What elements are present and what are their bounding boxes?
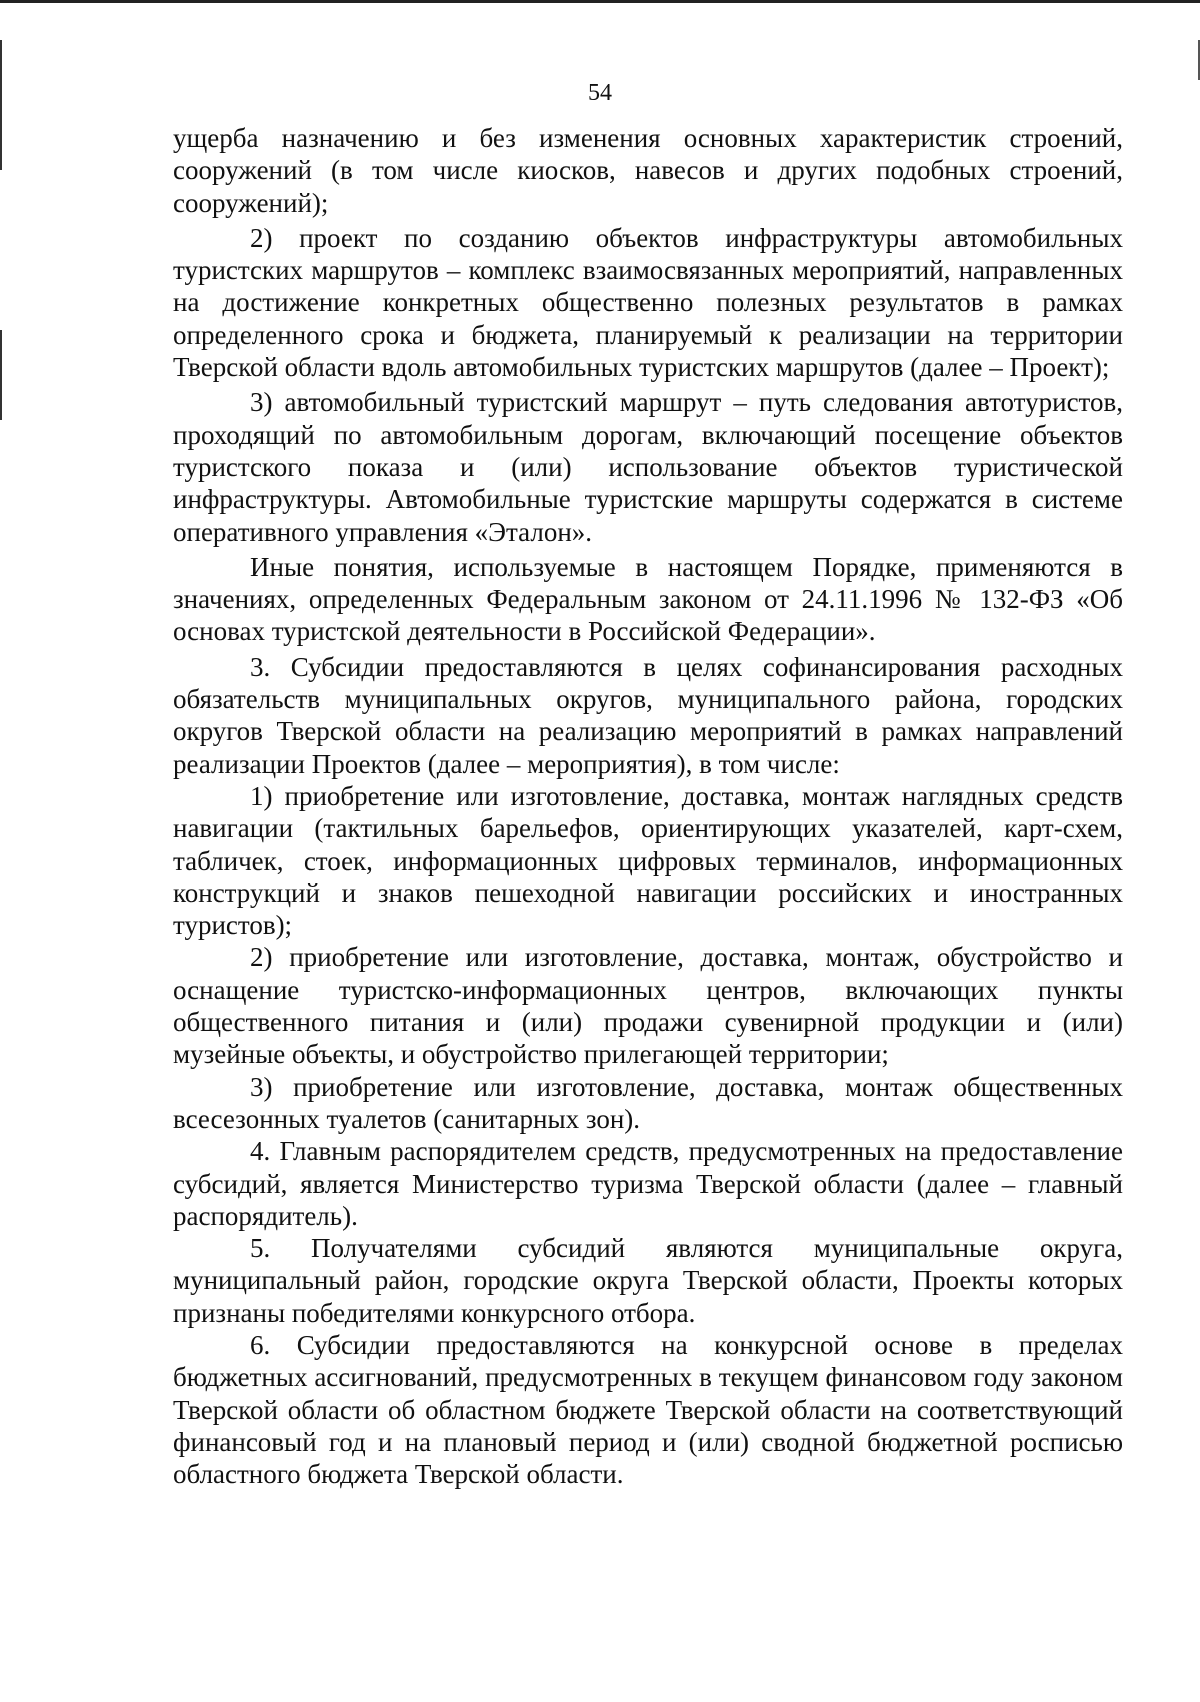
paragraph-definition-route: 3) автомобильный туристский маршрут – путь следования автотуристов, проходящий по автомобильным дорогам, включающий посещение объектов туристского показа и (или) использование объектов туристической инфраструктуры. Автомобильные туристские маршруты содержатся в системе оперативного управления «Эталон». — [173, 387, 1123, 547]
paragraph-section-6: 6. Субсидии предоставляются на конкурсной основе в пределах бюджетных ассигнований, предусмотренных в текущем финансовом году законом Тверской области об областном бюджете Тверской области на соответствующий финансовый год и на плановый период и (или) сводной бюджетной росписью областного бюджета Тверской области. — [173, 1329, 1123, 1490]
paragraph-section-5: 5. Получателями субсидий являются муниципальные округа, муниципальный район, городские округа Тверской области, Проекты которых признаны победителями конкурсного отбора. — [173, 1233, 1123, 1328]
document-body — [173, 122, 1123, 1490]
scan-top-border — [0, 0, 1200, 3]
paragraph-item-1: 1) приобретение или изготовление, доставка, монтаж наглядных средств навигации (тактильных барельефов, ориентирующих указателей, карт-схем, табличек, стоек, информационных цифровых терминалов, информационных конструкций и знаков пешеходной навигации российских и иностранных туристов); — [173, 780, 1123, 941]
scan-left-edge-mark — [0, 330, 2, 420]
page-number: 54 — [588, 80, 612, 106]
paragraph-definition-project: 2) проект по созданию объектов инфраструктуры автомобильных туристских маршрутов – комплекс взаимосвязанных мероприятий, направленных на достижение конкретных общественно полезных результатов в рамках определенного срока и бюджета, планируемый к реализации на территории Тверской области вдоль автомобильных туристских маршрутов (далее – Проект); — [173, 222, 1123, 383]
paragraph-item-2: 2) приобретение или изготовление, доставка, монтаж, обустройство и оснащение туристско-информационных центров, включающих пункты общественного питания и (или) продажи сувенирной продукции и (или) музейные объекты, и обустройство прилегающей территории; — [173, 942, 1123, 1070]
paragraph-section-3: 3. Субсидии предоставляются в целях софинансирования расходных обязательств муниципальных округов, муниципального района, городских округов Тверской области на реализацию мероприятий в рамках направлений реализации Проектов (далее – мероприятия), в том числе: — [173, 651, 1123, 779]
paragraph-continuation: ущерба назначению и без изменения основных характеристик строений, сооружений (в том числе киосков, навесов и других подобных строений, сооружений); — [173, 123, 1123, 218]
paragraph-section-4: 4. Главным распорядителем средств, предусмотренных на предоставление субсидий, является Министерство туризма Тверской области (далее – главный распорядитель). — [173, 1136, 1123, 1231]
paragraph-item-3: 3) приобретение или изготовление, доставка, монтаж общественных всесезонных туалетов (санитарных зон). — [173, 1071, 1123, 1134]
paragraph-other-terms: Иные понятия, используемые в настоящем Порядке, применяются в значениях, определенных Федеральным законом от 24.11.1996 № 132-ФЗ «Об основах туристской деятельности в Российской Федерации». — [173, 551, 1123, 647]
